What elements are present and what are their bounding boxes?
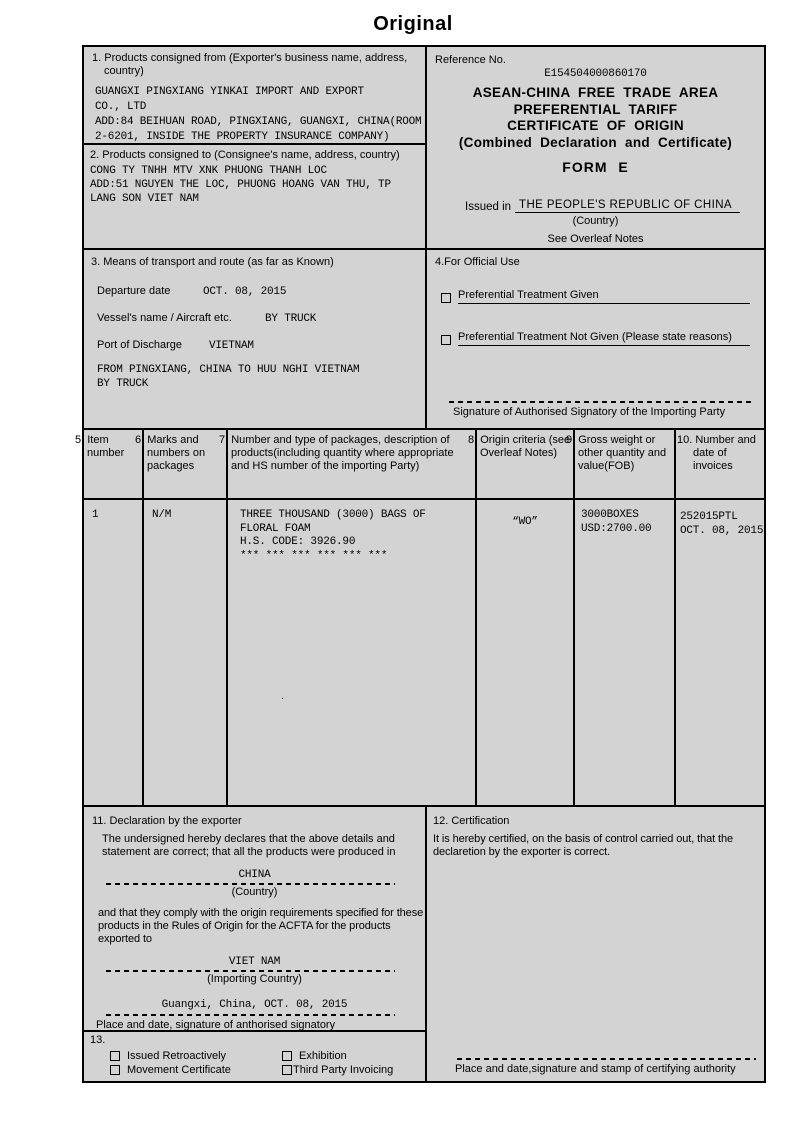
importing-country-dashed-line bbox=[106, 970, 395, 972]
country-caption: (Country) bbox=[231, 886, 278, 898]
cell-description bbox=[228, 500, 477, 805]
description-line: H.S. CODE: 3926.90 bbox=[240, 536, 356, 548]
vessel-value: BY TRUCK bbox=[265, 313, 317, 325]
vessel-label: Vessel's name / Aircraft etc. bbox=[97, 312, 232, 324]
declaration-column bbox=[84, 807, 427, 1081]
exhibition-checkbox[interactable] bbox=[282, 1051, 292, 1061]
header-invoice: 10. Number and date of invoices bbox=[677, 434, 756, 472]
certificate-title bbox=[427, 85, 764, 151]
marks-value: N/M bbox=[152, 509, 172, 521]
issued-country-field: THE PEOPLE'S REPUBLIC OF CHINA bbox=[515, 199, 740, 213]
box12-label: 12. Certification bbox=[433, 815, 510, 827]
box13-options bbox=[110, 1050, 419, 1076]
box2-label: 2. Products consigned to (Consignee's name, address, country) bbox=[90, 149, 400, 161]
exhibition-option bbox=[282, 1050, 347, 1062]
box1-label: 1. Products consigned from (Exporter's business name, address, country) bbox=[92, 52, 408, 77]
exporter-line: GUANGXI PINGXIANG YINKAI IMPORT AND EXPORT bbox=[95, 86, 364, 98]
cell-origin-criteria bbox=[477, 500, 575, 805]
issued-in-label: Issued in bbox=[465, 201, 512, 213]
importing-signature-block bbox=[435, 401, 754, 418]
header-item-number: 5. Item number bbox=[84, 430, 144, 498]
exporter-details bbox=[95, 85, 421, 145]
overleaf-note: See Overleaf Notes bbox=[547, 233, 644, 245]
box1-exporter bbox=[84, 47, 425, 145]
header-description: 7. Number and type of packages, description of products(including quantity where appropriate and HS number of the importing Party) bbox=[228, 430, 477, 498]
preferential-not-given-option bbox=[441, 331, 750, 346]
departure-date-value: OCT. 08, 2015 bbox=[203, 286, 287, 298]
issued-in-row bbox=[465, 199, 754, 213]
exporter-signature-dashed-line bbox=[106, 1014, 395, 1016]
country-note: (Country) bbox=[572, 215, 619, 227]
box13-checkboxes bbox=[84, 1032, 425, 1081]
preferential-given-option bbox=[441, 289, 750, 304]
title-line: PREFERENTIAL TARIFF bbox=[513, 101, 678, 117]
preferential-given-label: Preferential Treatment Given bbox=[458, 289, 750, 304]
declaration-paragraph-1: The undersigned hereby declares that the above details and statement are correct; that all the products were produced in bbox=[102, 833, 396, 858]
box2-consignee bbox=[84, 145, 425, 248]
country-dashed-line bbox=[106, 883, 395, 885]
movement-certificate-label: Movement Certificate bbox=[127, 1064, 231, 1076]
origin-criteria-value: “WO” bbox=[512, 516, 538, 528]
third-party-invoicing-checkbox[interactable] bbox=[282, 1065, 292, 1075]
box13-label: 13. bbox=[90, 1034, 106, 1046]
exporter-line: CO., LTD bbox=[95, 101, 147, 113]
importing-signature-note: Signature of Authorised Signatory of the Importing Party bbox=[453, 406, 726, 418]
item-number-value: 1 bbox=[92, 509, 99, 521]
invoice-number-value: 252015PTL bbox=[680, 511, 738, 523]
quantity-line: 3000BOXES bbox=[581, 509, 639, 521]
row-consignment-reference bbox=[84, 47, 764, 248]
cell-item-number bbox=[84, 500, 144, 805]
box12-certification bbox=[427, 807, 764, 1081]
importing-country-caption: (Importing Country) bbox=[207, 973, 302, 985]
box13-row bbox=[110, 1050, 419, 1062]
header-gross-weight: 9. Gross weight or other quantity and value(FOB) bbox=[575, 430, 676, 498]
description-line: *** *** *** *** *** *** bbox=[240, 549, 388, 562]
movement-certificate-checkbox[interactable] bbox=[110, 1065, 120, 1075]
issued-retroactively-option bbox=[110, 1050, 282, 1062]
title-line: ASEAN-CHINA FREE TRADE AREA bbox=[472, 85, 719, 100]
box11-declaration bbox=[84, 807, 425, 1032]
title-line: CERTIFICATE OF ORIGIN bbox=[507, 118, 684, 133]
route-line: FROM PINGXIANG, CHINA TO HUU NGHI VIETNAM bbox=[97, 364, 360, 376]
cell-marks bbox=[144, 500, 228, 805]
consignee-line: CONG TY TNHH MTV XNK PHUONG THANH LOC bbox=[90, 165, 327, 177]
page-title: Original bbox=[373, 13, 453, 35]
consignee-line: LANG SON VIET NAM bbox=[90, 193, 199, 205]
discharge-port-value: VIETNAM bbox=[209, 340, 254, 352]
reference-number: E154504000860170 bbox=[544, 68, 647, 80]
consignee-line: ADD:51 NGUYEN THE LOC, PHUONG HOANG VAN THU, TP bbox=[90, 179, 391, 191]
third-party-invoicing-option bbox=[282, 1064, 393, 1076]
third-party-invoicing-label: Third Party Invoicing bbox=[293, 1064, 394, 1076]
cell-quantity bbox=[575, 500, 676, 805]
produced-country-value: CHINA bbox=[238, 869, 271, 881]
preferential-not-given-label: Preferential Treatment Not Given (Please state reasons) bbox=[458, 331, 750, 346]
invoice-date-value: OCT. 08, 2015 bbox=[680, 524, 764, 537]
place-date-field bbox=[92, 994, 417, 1013]
box4-official-use bbox=[427, 250, 764, 428]
box4-label: 4.For Official Use bbox=[435, 256, 520, 268]
produced-country-field bbox=[92, 864, 417, 882]
preferential-given-checkbox[interactable] bbox=[441, 293, 451, 303]
importing-country-value: VIET NAM bbox=[228, 956, 281, 968]
certifying-dashed-line bbox=[457, 1058, 756, 1060]
box11-label: 11. Declaration by the exporter bbox=[92, 815, 242, 827]
description-line: THREE THOUSAND (3000) BAGS OF bbox=[240, 509, 426, 521]
goods-table bbox=[75, 428, 764, 805]
departure-date-field bbox=[97, 285, 419, 300]
vessel-field bbox=[97, 312, 419, 327]
preferential-not-given-checkbox[interactable] bbox=[441, 335, 451, 345]
certificate-form bbox=[75, 45, 766, 1083]
reference-label: Reference No. bbox=[435, 54, 506, 66]
box13-row bbox=[110, 1064, 419, 1076]
route-details bbox=[97, 363, 419, 391]
form-e-label: FORM E bbox=[562, 159, 629, 175]
cell-invoice bbox=[676, 500, 764, 805]
exhibition-label: Exhibition bbox=[299, 1050, 347, 1062]
row-transport-official bbox=[84, 248, 764, 428]
certifying-authority-note: Place and date,signature and stamp of certifying authority bbox=[455, 1063, 736, 1075]
header-origin-criteria: 8. Origin criteria (see Overleaf Notes) bbox=[477, 430, 575, 498]
description-line: FLORAL FOAM bbox=[240, 522, 311, 535]
title-line: (Combined Declaration and Certificate) bbox=[458, 134, 733, 150]
exporter-line: 2-6201, INSIDE THE PROPERTY INSURANCE COMPANY) bbox=[95, 131, 390, 143]
consignee-details bbox=[90, 164, 421, 206]
quantity-line: USD:2700.00 bbox=[581, 522, 652, 535]
exporter-line: ADD:84 BEIHUAN ROAD, PINGXIANG, GUANGXI, CHINA(ROOM bbox=[95, 116, 422, 128]
consignment-column bbox=[84, 47, 427, 248]
goods-table-header bbox=[75, 430, 764, 500]
departure-date-label: Departure date bbox=[97, 285, 171, 297]
row-declaration-certification bbox=[84, 805, 764, 1081]
signature-dashed-line bbox=[449, 401, 752, 403]
discharge-port-label: Port of Discharge bbox=[97, 339, 182, 351]
box3-transport bbox=[84, 250, 427, 428]
header-marks: 6. Marks and numbers on packages bbox=[144, 430, 228, 498]
declaration-paragraph-2: and that they comply with the origin requirements specified for these products in the Rules of Origin for the ACFTA for the products exported to bbox=[98, 907, 424, 945]
issued-retroactively-label: Issued Retroactively bbox=[127, 1050, 227, 1062]
discharge-port-field bbox=[97, 339, 419, 354]
box3-label: 3. Means of transport and route (as far as Known) bbox=[91, 256, 334, 268]
issued-retroactively-checkbox[interactable] bbox=[110, 1051, 120, 1061]
reference-box bbox=[427, 47, 764, 248]
certification-text: It is hereby certified, on the basis of control carried out, that the declaretion by the exporter is correct. bbox=[433, 833, 734, 858]
importing-country-field bbox=[92, 951, 417, 969]
route-line: BY TRUCK bbox=[97, 378, 149, 390]
exporter-signature-note: Place and date, signature of anthorised signatory bbox=[96, 1019, 336, 1031]
movement-certificate-option bbox=[110, 1064, 282, 1076]
stray-mark: . bbox=[281, 690, 285, 702]
goods-table-row bbox=[84, 500, 764, 805]
place-date-value: Guangxi, China, OCT. 08, 2015 bbox=[161, 999, 348, 1011]
certifying-authority-block bbox=[433, 1058, 756, 1075]
